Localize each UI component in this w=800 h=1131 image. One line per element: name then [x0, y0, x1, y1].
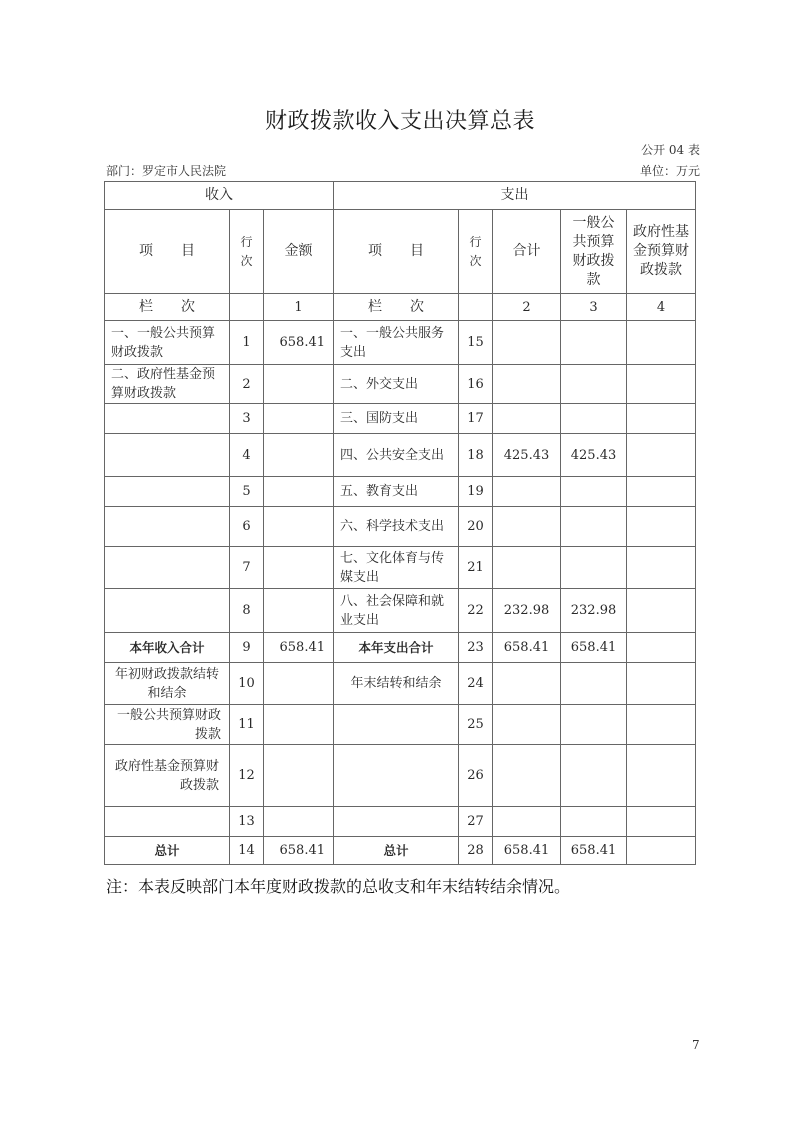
expense-row-no: 20: [459, 507, 493, 547]
expense-row-no: 15: [459, 321, 493, 365]
expense-general-budget: [561, 547, 627, 589]
expense-gov-fund: [627, 404, 696, 434]
expense-gov-fund: [627, 705, 696, 745]
table-row: [105, 745, 696, 807]
expense-total: [493, 404, 561, 434]
column-number-3: 3: [561, 294, 627, 321]
expense-general-budget: [561, 807, 627, 837]
income-amount: [264, 434, 334, 477]
expense-total: [493, 321, 561, 365]
income-amount: 658.41: [264, 633, 334, 663]
table-row: [105, 663, 696, 705]
income-item: [105, 507, 230, 547]
expense-column-label: 栏 次: [334, 294, 459, 321]
footnote: 注：本表反映部门本年度财政拨款的总收支和年末结转结余情况。: [106, 877, 571, 896]
income-item: [105, 807, 230, 837]
table-row: [105, 434, 696, 477]
expense-gov-fund: [627, 633, 696, 663]
income-row-no: 4: [230, 434, 264, 477]
expense-total: [493, 705, 561, 745]
income-row-no: 3: [230, 404, 264, 434]
table-row: [105, 807, 696, 837]
expense-item: 五、教育支出: [334, 477, 459, 507]
empty-cell: [459, 294, 493, 321]
income-amount: [264, 547, 334, 589]
expense-general-budget: [561, 507, 627, 547]
table-row: [105, 507, 696, 547]
expense-total: [493, 477, 561, 507]
income-row-no: 1: [230, 321, 264, 365]
page-number: 7: [692, 1038, 700, 1052]
expense-gov-fund: [627, 434, 696, 477]
expense-item: 本年支出合计: [334, 633, 459, 663]
expense-general-budget: [561, 404, 627, 434]
expense-row-no: 27: [459, 807, 493, 837]
income-item: 总计: [105, 837, 230, 865]
expense-item: 年末结转和结余: [334, 663, 459, 705]
expense-total: 425.43: [493, 434, 561, 477]
table-row: [105, 589, 696, 633]
expense-item-header: 项 目: [334, 210, 459, 294]
expense-item: 七、文化体育与传媒支出: [334, 547, 459, 589]
expense-row-no: 18: [459, 434, 493, 477]
expense-item: [334, 807, 459, 837]
expense-item: 六、科学技术支出: [334, 507, 459, 547]
appropriation-summary-table: [104, 181, 696, 865]
expense-item: 四、公共安全支出: [334, 434, 459, 477]
expense-general-budget: [561, 745, 627, 807]
expense-total-header: 合计: [493, 210, 561, 294]
expense-general-budget: 425.43: [561, 434, 627, 477]
expense-general-budget: [561, 321, 627, 365]
income-item: 一般公共预算财政拨款: [105, 705, 230, 745]
table-row: [105, 705, 696, 745]
expense-total: [493, 745, 561, 807]
expense-gov-fund: [627, 589, 696, 633]
table-row: [105, 477, 696, 507]
income-amount: [264, 365, 334, 404]
expense-general-budget: [561, 477, 627, 507]
income-item: [105, 434, 230, 477]
expense-item: 一、一般公共服务支出: [334, 321, 459, 365]
gov-fund-header: 政府性基金预算财政拨款: [627, 210, 696, 294]
income-row-no: 14: [230, 837, 264, 865]
income-amount: [264, 705, 334, 745]
table-row: [105, 321, 696, 365]
income-item: 政府性基金预算财政拨款: [105, 745, 230, 807]
income-row-no: 11: [230, 705, 264, 745]
expense-gov-fund: [627, 507, 696, 547]
income-row-no: 2: [230, 365, 264, 404]
expense-gov-fund: [627, 745, 696, 807]
expense-total: 658.41: [493, 633, 561, 663]
expense-total: 232.98: [493, 589, 561, 633]
income-item: 一、一般公共预算财政拨款: [105, 321, 230, 365]
expense-general-budget: [561, 663, 627, 705]
income-amount-header: 金额: [264, 210, 334, 294]
income-column-label: 栏 次: [105, 294, 230, 321]
income-amount: 658.41: [264, 321, 334, 365]
expense-item: 三、国防支出: [334, 404, 459, 434]
income-item: [105, 404, 230, 434]
income-row-no: 6: [230, 507, 264, 547]
expense-header: 支出: [334, 182, 696, 210]
expense-row-no: 25: [459, 705, 493, 745]
expense-row-no: 24: [459, 663, 493, 705]
table-row: [105, 404, 696, 434]
income-header: 收入: [105, 182, 334, 210]
expense-general-budget: [561, 365, 627, 404]
expense-row-no: 28: [459, 837, 493, 865]
income-amount: [264, 507, 334, 547]
income-amount: 658.41: [264, 837, 334, 865]
page-title: 财政拨款收入支出决算总表: [264, 109, 535, 134]
income-item-header: 项 目: [105, 210, 230, 294]
income-row-no: 10: [230, 663, 264, 705]
income-item: 本年收入合计: [105, 633, 230, 663]
income-row-no: 12: [230, 745, 264, 807]
empty-cell: [230, 294, 264, 321]
expense-gov-fund: [627, 477, 696, 507]
income-amount: [264, 404, 334, 434]
form-number: 公开 04 表: [641, 143, 700, 157]
income-item: [105, 547, 230, 589]
expense-total: [493, 507, 561, 547]
expense-general-budget: [561, 705, 627, 745]
table-row: [105, 837, 696, 865]
expense-gov-fund: [627, 837, 696, 865]
expense-item: [334, 705, 459, 745]
column-number-2: 2: [493, 294, 561, 321]
expense-row-no-header: 行次: [459, 210, 493, 294]
expense-row-no: 17: [459, 404, 493, 434]
unit-label: 单位：万元: [639, 164, 700, 178]
expense-gov-fund: [627, 807, 696, 837]
expense-item: [334, 745, 459, 807]
expense-row-no: 23: [459, 633, 493, 663]
expense-row-no: 16: [459, 365, 493, 404]
income-row-no: 5: [230, 477, 264, 507]
expense-gov-fund: [627, 365, 696, 404]
department-label: 部门：罗定市人民法院: [106, 164, 227, 178]
expense-gov-fund: [627, 663, 696, 705]
expense-total: [493, 663, 561, 705]
expense-row-no: 21: [459, 547, 493, 589]
income-amount: [264, 589, 334, 633]
expense-total: [493, 807, 561, 837]
column-number-4: 4: [627, 294, 696, 321]
income-item: [105, 589, 230, 633]
income-amount: [264, 745, 334, 807]
expense-row-no: 22: [459, 589, 493, 633]
table-row: [105, 633, 696, 663]
column-number-1: 1: [264, 294, 334, 321]
expense-total: [493, 547, 561, 589]
expense-general-budget: 232.98: [561, 589, 627, 633]
expense-row-no: 26: [459, 745, 493, 807]
income-item: [105, 477, 230, 507]
income-row-no: 13: [230, 807, 264, 837]
income-row-no: 8: [230, 589, 264, 633]
expense-gov-fund: [627, 321, 696, 365]
expense-general-budget: 658.41: [561, 837, 627, 865]
expense-row-no: 19: [459, 477, 493, 507]
income-amount: [264, 807, 334, 837]
expense-total: [493, 365, 561, 404]
expense-item: 八、社会保障和就业支出: [334, 589, 459, 633]
income-item: 二、政府性基金预算财政拨款: [105, 365, 230, 404]
table-row: [105, 365, 696, 404]
income-row-no: 7: [230, 547, 264, 589]
income-row-no: 9: [230, 633, 264, 663]
table-row: [105, 547, 696, 589]
expense-gov-fund: [627, 547, 696, 589]
expense-general-budget: 658.41: [561, 633, 627, 663]
expense-item: 二、外交支出: [334, 365, 459, 404]
income-item: 年初财政拨款结转和结余: [105, 663, 230, 705]
expense-item: 总计: [334, 837, 459, 865]
income-amount: [264, 663, 334, 705]
expense-total: 658.41: [493, 837, 561, 865]
income-amount: [264, 477, 334, 507]
income-row-no-header: 行次: [230, 210, 264, 294]
general-budget-header: 一般公共预算财政拨款: [561, 210, 627, 294]
